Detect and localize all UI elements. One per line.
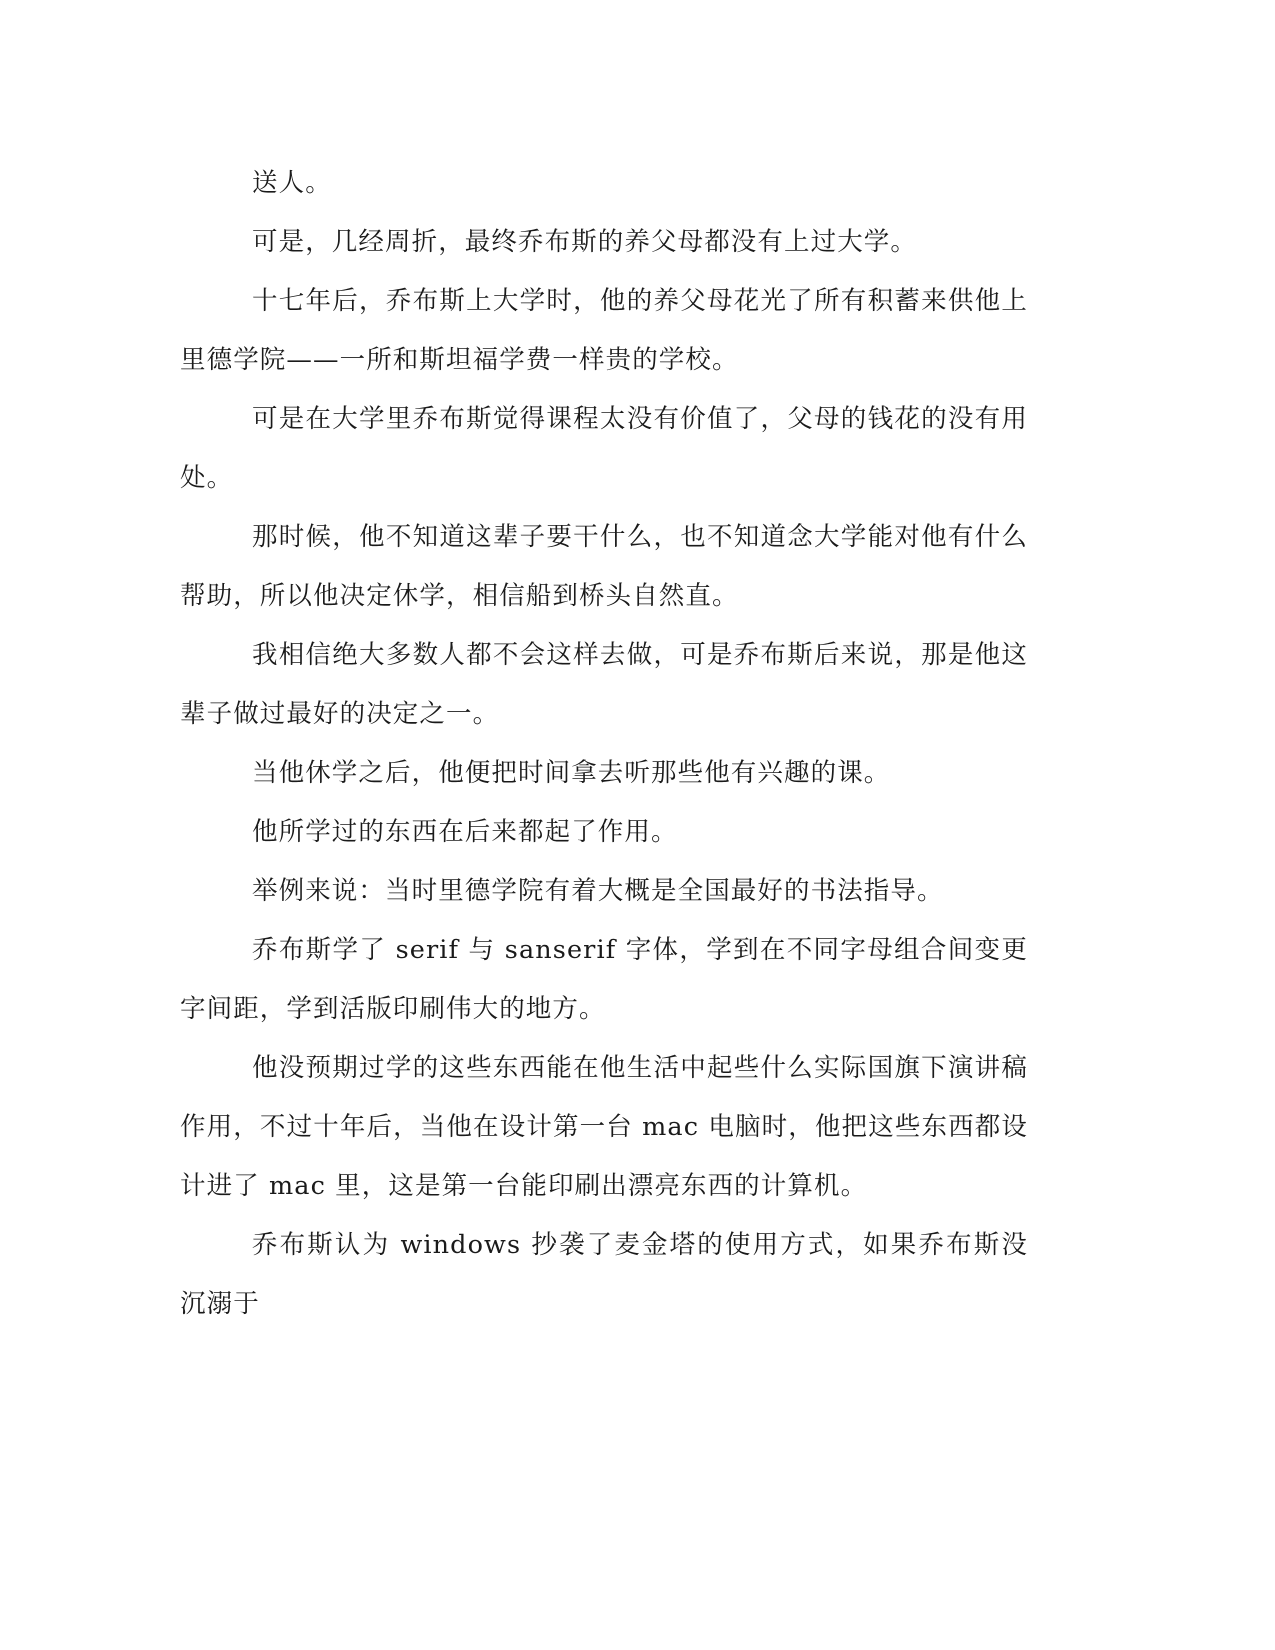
paragraph: 他没预期过学的这些东西能在他生活中起些什么实际国旗下演讲稿 作用，不过十年后，当他在设计第一台 mac 电脑时，他把这些东西都设计进了 mac 里，这是第一台能印刷出漂亮东西的计算机。: [180, 1053, 1028, 1201]
paragraph: 那时候，他不知道这辈子要干什么，也不知道念大学能对他有什么帮助，所以他决定休学，相信船到桥头自然直。: [180, 522, 1028, 611]
paragraph: 我相信绝大多数人都不会这样去做，可是乔布斯后来说，那是他这辈子做过最好的决定之一。: [180, 640, 1028, 729]
paragraph: 送人。: [252, 168, 332, 198]
body-text: [180, 154, 1028, 1334]
paragraph: 可是，几经周折，最终乔布斯的养父母都没有上过大学。: [252, 227, 918, 257]
paragraph: 当他休学之后，他便把时间拿去听那些他有兴趣的课。: [252, 758, 891, 788]
paragraph: 举例来说：当时里德学院有着大概是全国最好的书法指导。: [252, 876, 944, 906]
paragraph: 乔布斯认为 windows 抄袭了麦金塔的使用方式，如果乔布斯没沉溺于: [180, 1230, 1028, 1319]
paragraph: 十七年后，乔布斯上大学时，他的养父母花光了所有积蓄来供他上里德学院——一所和斯坦福学费一样贵的学校。: [180, 286, 1028, 375]
paragraph: 可是在大学里乔布斯觉得课程太没有价值了，父母的钱花的没有用处。: [180, 404, 1028, 493]
paragraph: 乔布斯学了 serif 与 sanserif 字体，学到在不同字母组合间变更字间距，学到活版印刷伟大的地方。: [180, 935, 1028, 1024]
paragraph: 他所学过的东西在后来都起了作用。: [252, 817, 678, 847]
